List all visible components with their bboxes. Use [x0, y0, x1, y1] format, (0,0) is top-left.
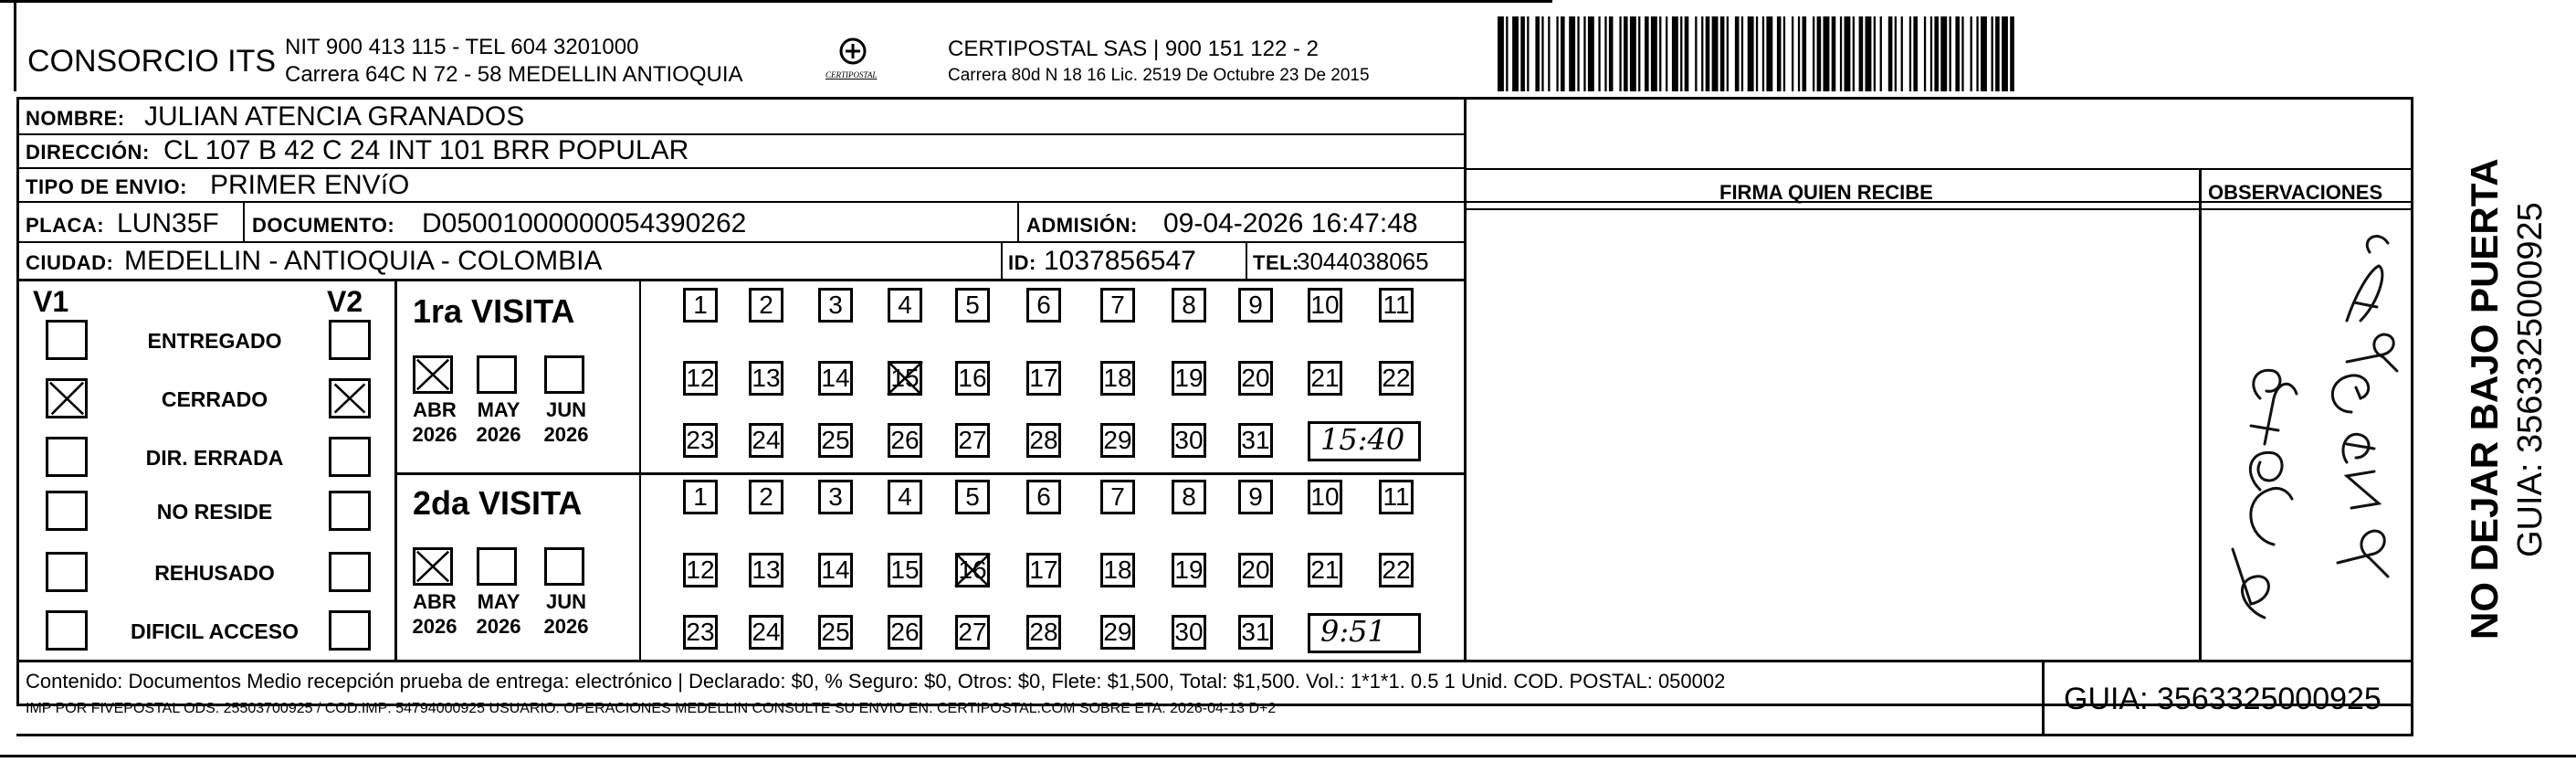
day-box[interactable]: 25: [818, 615, 853, 650]
day-box[interactable]: 18: [1100, 553, 1135, 587]
day-box[interactable]: 1: [683, 288, 718, 323]
observaciones-handwriting: [2210, 216, 2402, 645]
day-box[interactable]: 7: [1100, 288, 1135, 323]
day-box[interactable]: 10: [1308, 288, 1342, 323]
v2-checkbox[interactable]: [329, 610, 371, 651]
day-box[interactable]: 29: [1100, 615, 1135, 650]
month-label: JUN: [545, 398, 586, 421]
v1-checkbox[interactable]: [46, 552, 88, 592]
day-box[interactable]: 3: [818, 288, 853, 323]
status-label: REHUSADO: [154, 561, 275, 585]
direccion-label: DIRECCIÓN:: [26, 141, 150, 164]
v1-checkbox[interactable]: [46, 610, 88, 651]
tel-label: TEL:: [1253, 251, 1299, 274]
day-box[interactable]: 26: [888, 615, 922, 650]
check-x-icon: [331, 381, 368, 416]
nit-line: NIT 900 413 115 - TEL 604 3201000: [285, 35, 639, 59]
check-x-icon: [415, 550, 450, 583]
placa-label: PLACA:: [26, 214, 105, 237]
day-box[interactable]: 15: [888, 553, 922, 587]
month-label: ABR: [413, 590, 457, 613]
year-label: 2026: [476, 615, 521, 638]
day-box[interactable]: 26: [888, 423, 922, 458]
day-box[interactable]: 6: [1026, 480, 1061, 514]
day-box[interactable]: 20: [1238, 553, 1273, 587]
day-box[interactable]: 12: [683, 361, 718, 396]
company-name: CONSORCIO ITS: [27, 44, 277, 79]
day-box[interactable]: 14: [818, 553, 853, 587]
day-box[interactable]: 2: [749, 480, 783, 514]
day-box[interactable]: 7: [1100, 480, 1135, 514]
day-box[interactable]: 24: [749, 423, 783, 458]
day-box[interactable]: 6: [1026, 288, 1061, 323]
year-label: 2026: [412, 423, 457, 446]
day-box[interactable]: 25: [818, 423, 853, 458]
month-checkbox[interactable]: [544, 547, 584, 586]
side-no-dejar: NO DEJAR BAJO PUERTA: [2463, 158, 2506, 640]
day-box[interactable]: 17: [1026, 553, 1061, 587]
day-box[interactable]: 30: [1172, 615, 1206, 650]
nombre-value: JULIAN ATENCIA GRANADOS: [144, 101, 525, 132]
month-checkbox[interactable]: [544, 355, 584, 394]
v2-checkbox[interactable]: [329, 552, 371, 592]
ciudad-label: CIUDAD:: [26, 251, 114, 274]
documento-label: DOCUMENTO:: [252, 214, 395, 237]
tipo-envio-value: PRIMER ENVíO: [210, 170, 410, 200]
certipostal-line1: CERTIPOSTAL SAS | 900 151 122 - 2: [948, 37, 1319, 61]
day-box[interactable]: 8: [1172, 288, 1206, 323]
footer-guia: GUIA: 3563325000925: [2064, 682, 2381, 716]
day-box[interactable]: 27: [955, 615, 990, 650]
month-checkbox[interactable]: [477, 355, 517, 394]
v1-checkbox[interactable]: [46, 320, 88, 360]
admision-value: 09-04-2026 16:47:48: [1163, 208, 1418, 238]
day-box[interactable]: 1: [683, 480, 718, 514]
day-box[interactable]: 23: [683, 423, 718, 458]
day-box[interactable]: 31: [1238, 423, 1273, 458]
year-label: 2026: [412, 615, 457, 638]
day-box[interactable]: 24: [749, 615, 783, 650]
v1-header: V1: [33, 285, 69, 318]
v2-checkbox[interactable]: [329, 437, 371, 477]
day-box[interactable]: 19: [1172, 553, 1206, 587]
day-box[interactable]: 2: [749, 288, 783, 323]
day-box[interactable]: 17: [1026, 361, 1061, 396]
observaciones-header: OBSERVACIONES: [2208, 181, 2383, 204]
cross-mark-icon: [885, 358, 925, 398]
day-box[interactable]: 16: [955, 553, 990, 587]
month-label: JUN: [545, 590, 586, 613]
day-box[interactable]: 16: [955, 361, 990, 396]
day-box[interactable]: 28: [1026, 615, 1061, 650]
id-value: 1037856547: [1044, 246, 1196, 276]
v2-checkbox[interactable]: [329, 320, 371, 360]
cross-mark-icon: [952, 550, 993, 590]
month-checkbox[interactable]: [477, 547, 517, 586]
day-box[interactable]: 23: [683, 615, 718, 650]
status-label: CERRADO: [161, 387, 268, 411]
day-box[interactable]: 4: [888, 288, 922, 323]
status-label: DIFICIL ACCESO: [130, 619, 299, 643]
firma-header: FIRMA QUIEN RECIBE: [1719, 181, 1933, 204]
month-checkbox[interactable]: [413, 355, 453, 394]
day-box[interactable]: 22: [1379, 361, 1414, 396]
documento-value: D05001000000054390262: [422, 208, 747, 238]
check-x-icon: [48, 381, 85, 416]
v2-checkbox[interactable]: [329, 378, 371, 418]
side-guia: GUIA: 3563325000925: [2511, 202, 2550, 557]
day-box[interactable]: 3: [818, 480, 853, 514]
month-label: MAY: [477, 398, 520, 421]
visit-title: 1ra VISITA: [413, 292, 575, 330]
day-box[interactable]: 8: [1172, 480, 1206, 514]
day-box[interactable]: 5: [955, 288, 990, 323]
ciudad-value: MEDELLIN - ANTIOQUIA - COLOMBIA: [124, 246, 603, 276]
status-label: NO RESIDE: [156, 500, 273, 524]
day-box[interactable]: 30: [1172, 423, 1206, 458]
day-box[interactable]: 12: [683, 553, 718, 587]
v2-header: V2: [327, 285, 363, 318]
month-checkbox[interactable]: [413, 547, 453, 586]
day-box[interactable]: 9: [1238, 288, 1273, 323]
admision-label: ADMISIÓN:: [1026, 214, 1138, 237]
day-box[interactable]: 27: [955, 423, 990, 458]
day-box[interactable]: 13: [749, 553, 783, 587]
day-box[interactable]: 22: [1379, 553, 1414, 587]
v2-checkbox[interactable]: [329, 491, 371, 531]
day-box[interactable]: 11: [1379, 288, 1414, 323]
id-label: ID:: [1008, 251, 1036, 274]
placa-value: LUN35F: [117, 208, 219, 238]
nombre-label: NOMBRE:: [26, 107, 125, 130]
day-box[interactable]: 28: [1026, 423, 1061, 458]
barcode: [1498, 16, 2228, 91]
visit-title: 2da VISITA: [413, 484, 583, 522]
year-label: 2026: [543, 615, 589, 638]
day-box[interactable]: 21: [1308, 553, 1342, 587]
day-box[interactable]: 13: [749, 361, 783, 396]
year-label: 2026: [476, 423, 521, 446]
day-box[interactable]: 18: [1100, 361, 1135, 396]
time-handwritten: 9:51: [1320, 614, 1386, 649]
day-box[interactable]: 15: [888, 361, 922, 396]
address-line: Carrera 64C N 72 - 58 MEDELLIN ANTIOQUIA: [285, 62, 743, 87]
day-box[interactable]: 21: [1308, 361, 1342, 396]
day-box[interactable]: 19: [1172, 361, 1206, 396]
month-label: MAY: [477, 590, 520, 613]
status-label: ENTREGADO: [147, 329, 282, 353]
footer-line1: Contenido: Documentos Medio recepción prueba de entrega: electrónico | Declarado: $0, % Seguro: $0, Otros: $0, Flete: $1,500, Total: $1,500. Vol.: 1*1*1. 0.5 1 Unid. COD. POSTAL: 050002: [26, 670, 1726, 693]
day-box[interactable]: 10: [1308, 480, 1342, 514]
v1-checkbox[interactable]: [46, 437, 88, 477]
month-label: ABR: [413, 398, 457, 421]
day-box[interactable]: 11: [1379, 480, 1414, 514]
direccion-value: CL 107 B 42 C 24 INT 101 BRR POPULAR: [163, 135, 689, 165]
tel-value: 3044038065: [1297, 248, 1429, 275]
day-box[interactable]: 31: [1238, 615, 1273, 650]
v1-checkbox[interactable]: [46, 378, 88, 418]
time-handwritten: 15:40: [1320, 422, 1405, 457]
day-box[interactable]: 29: [1100, 423, 1135, 458]
footer-line2: IMP POR FIVEPOSTAL ODS: 25503700925 / COD.IMP: 54794000925 USUARIO: OPERACIONES MEDELLIN CONSULTE SU ENVIO EN: CERTIPOSTAL.COM SOBRE ETA: 2026-04-13 D+2: [26, 701, 1277, 716]
certipostal-logo: [825, 35, 880, 86]
status-label: DIR. ERRADA: [145, 446, 284, 470]
tipo-envio-label: TIPO DE ENVIO:: [26, 175, 187, 198]
day-box[interactable]: 20: [1238, 361, 1273, 396]
day-box[interactable]: 4: [888, 480, 922, 514]
logo-text: CERTIPOSTAL: [825, 70, 878, 79]
certipostal-line2: Carrera 80d N 18 16 Lic. 2519 De Octubre 23 De 2015: [948, 66, 1370, 85]
check-x-icon: [415, 358, 450, 391]
v1-checkbox[interactable]: [46, 491, 88, 531]
day-box[interactable]: 5: [955, 480, 990, 514]
day-box[interactable]: 9: [1238, 480, 1273, 514]
year-label: 2026: [543, 423, 589, 446]
day-box[interactable]: 14: [818, 361, 853, 396]
